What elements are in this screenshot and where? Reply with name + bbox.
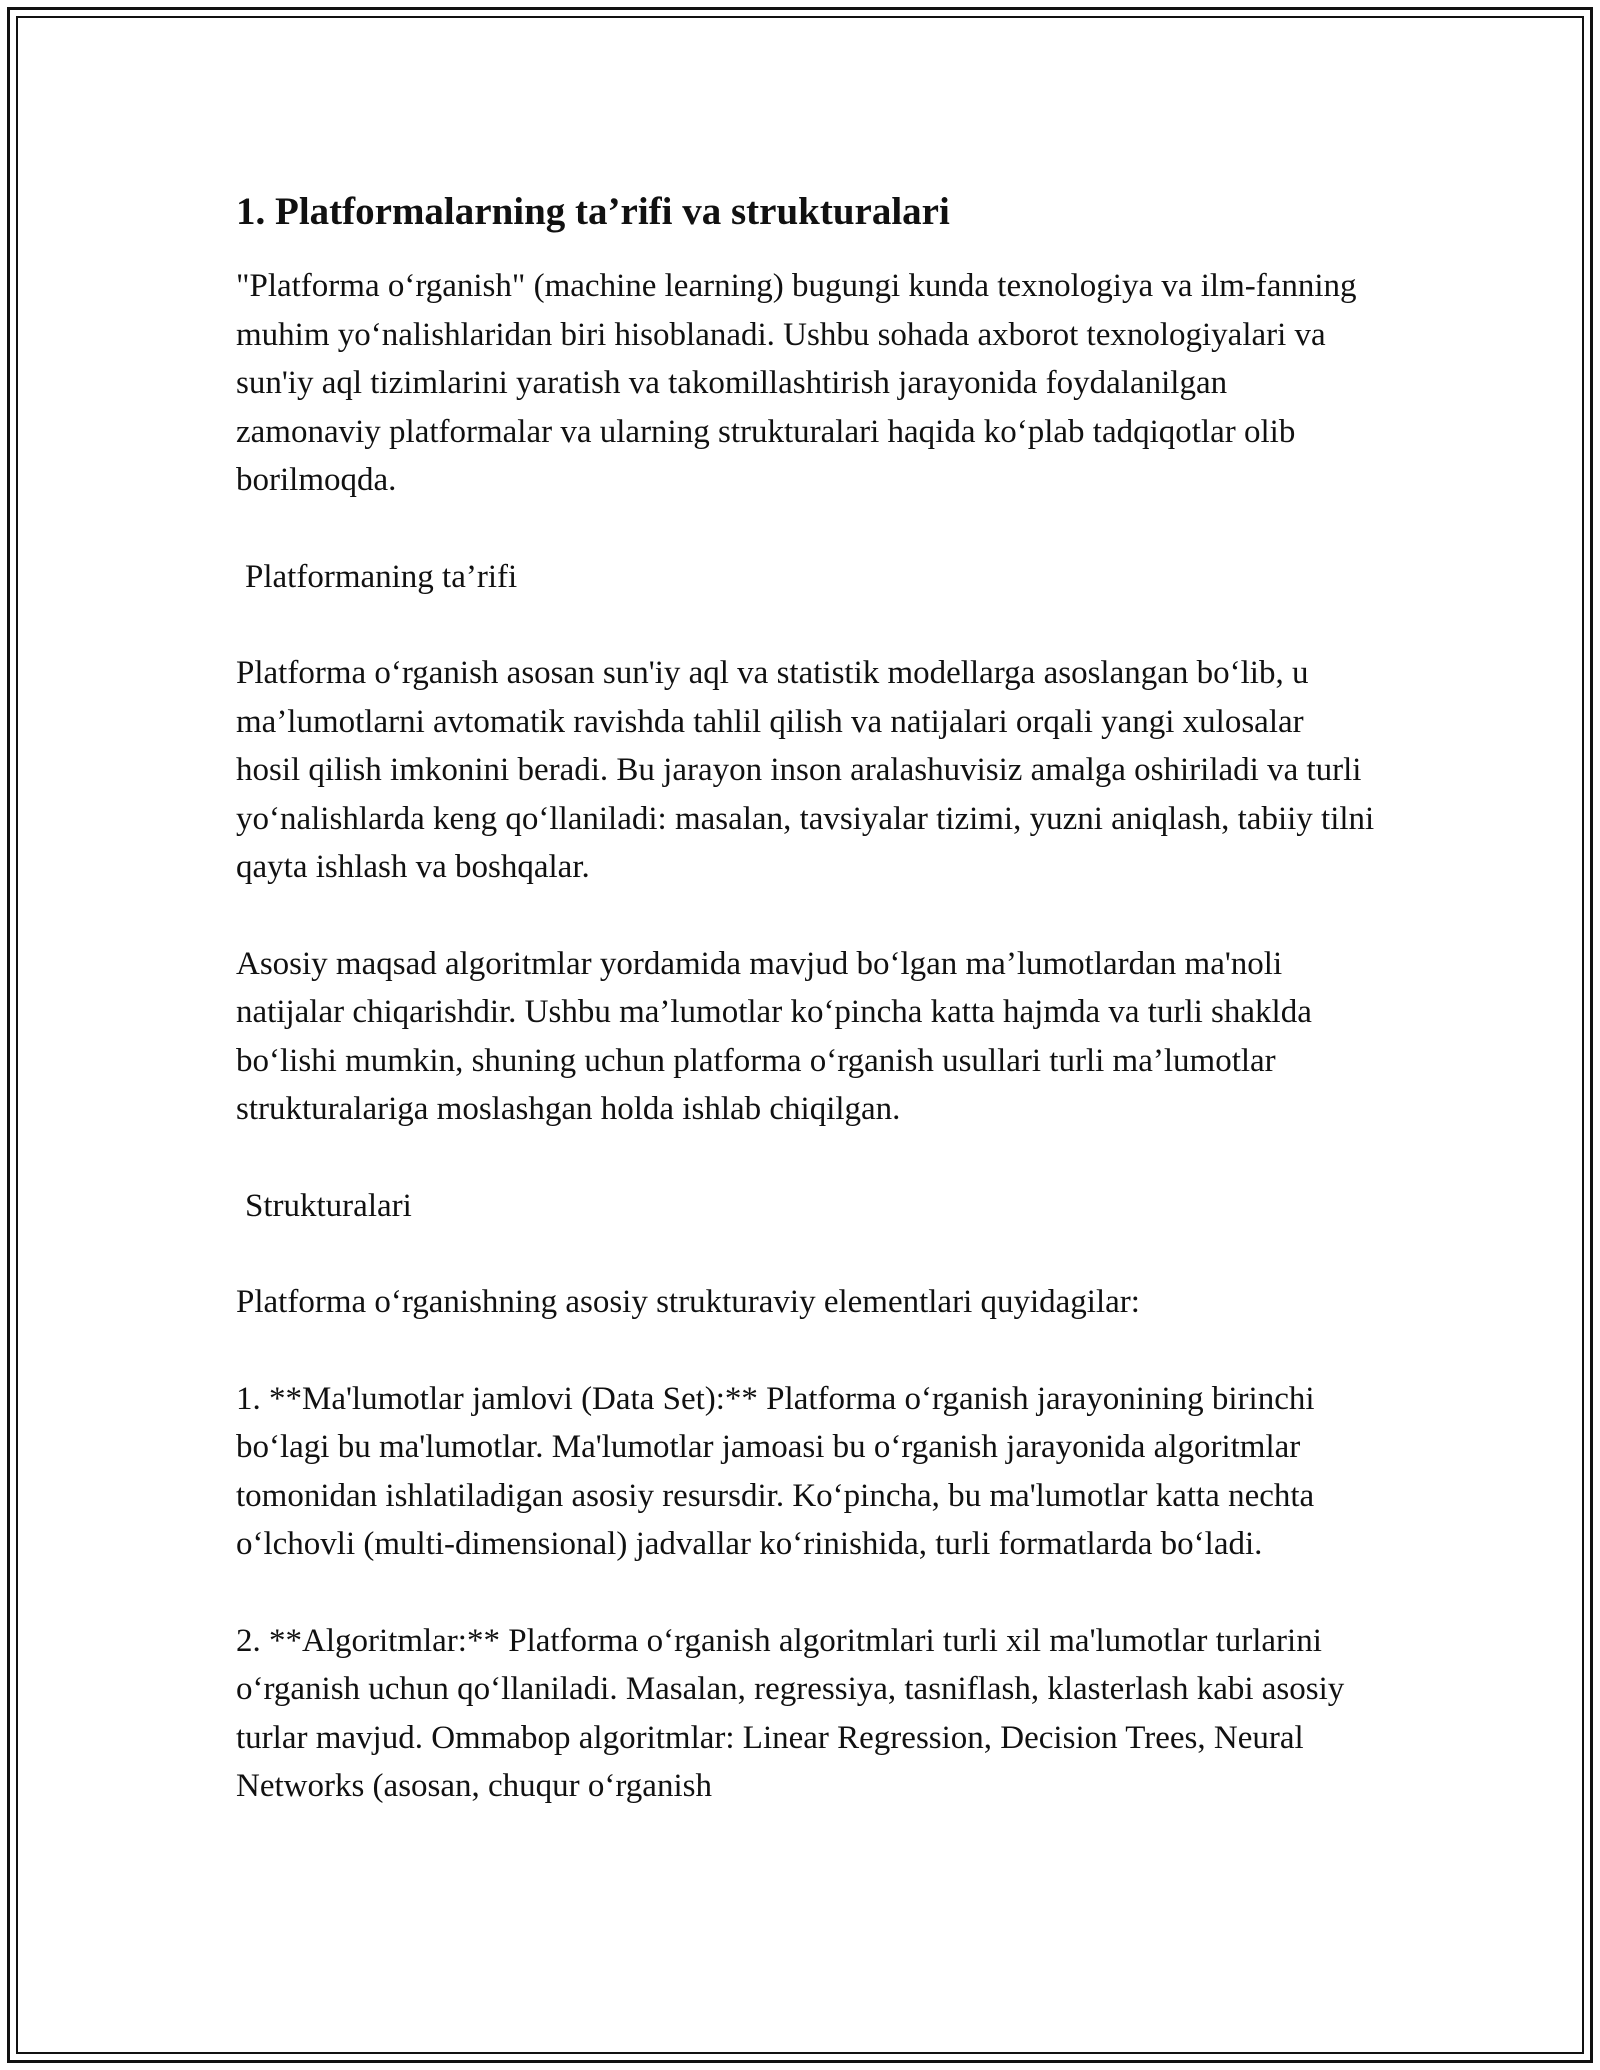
section-heading-definition: Platformaning ta’rifi (245, 558, 518, 595)
section-heading-structures: Strukturalari (245, 1187, 412, 1224)
structure-item-algorithms: 2. **Algoritmlar:** Platforma o‘rganish algoritmlari turli xil ma'lumotlar turlarini o‘rganish uchun qo‘llaniladi. Masalan, regressiya, tasniflash, klasterlash kabi asosiy turlar mavjud. Ommabop algoritmlar: Linear Regression, Decision Trees, Neural Networks (asosan, chuqur o‘rganish (236, 1622, 1345, 1804)
page-title: 1. Platformalarning ta’rifi va strukturalari (236, 190, 950, 233)
definition-paragraph-1: Platforma o‘rganish asosan sun'iy aql va statistik modellarga asoslangan bo‘lib, u ma’lumotlarni avtomatik ravishda tahlil qilish va natijalari orqali yangi xulosalar hosil qilish imkonini beradi. Bu jarayon inson aralashuvisiz amalga oshiriladi va turli yo‘nalishlarda keng qo‘llaniladi: masalan, tavsiyalar tizimi, yuzni aniqlash, tabiiy tilni qayta ishlash va boshqalar. (236, 655, 1375, 885)
intro-paragraph: "Platforma o‘rganish" (machine learning) bugungi kunda texnologiya va ilm-fanning muhim yo‘nalishlaridan biri hisoblanadi. Ushbu sohada axborot texnologiyalari va sun'iy aql tizimlarini yaratish va takomillashtirish jarayonida foydalanilgan zamonaviy platformalar va ularning strukturalari haqida ko‘plab tadqiqotlar olib borilmoqda. (236, 268, 1357, 498)
document-body (236, 184, 1376, 1811)
definition-paragraph-2: Asosiy maqsad algoritmlar yordamida mavjud bo‘lgan ma’lumotlardan ma'noli natijalar chiqarishdir. Ushbu ma’lumotlar ko‘pincha katta hajmda va turli shaklda bo‘lishi mumkin, shuning uchun platforma o‘rganish usullari turli ma’lumotlar strukturalariga moslashgan holda ishlab chiqilgan. (236, 945, 1312, 1127)
structure-item-data-set: 1. **Ma'lumotlar jamlovi (Data Set):** Platforma o‘rganish jarayonining birinchi bo‘lagi bu ma'lumotlar. Ma'lumotlar jamoasi bu o‘rganish jarayonida algoritmlar tomonidan ishlatiladigan asosiy resursdir. Ko‘pincha, bu ma'lumotlar katta nechta o‘lchovli (multi-dimensional) jadvallar ko‘rinishida, turli formatlarda bo‘ladi. (236, 1380, 1315, 1562)
structures-intro-paragraph: Platforma o‘rganishning asosiy strukturaviy elementlari quyidagilar: (236, 1284, 1140, 1320)
